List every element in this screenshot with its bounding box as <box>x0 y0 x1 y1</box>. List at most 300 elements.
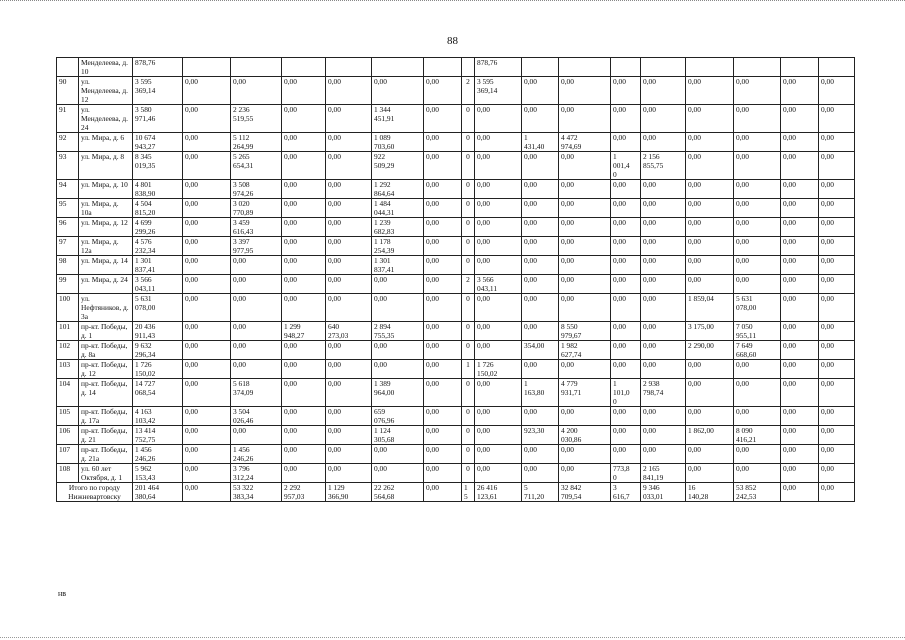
value-cell: 8 550 979,67 <box>559 322 611 341</box>
table-row <box>57 152 855 180</box>
value-cell: 0,00 <box>781 294 819 322</box>
value-cell: 2 156 855,75 <box>641 152 686 180</box>
value-cell: 0,00 <box>641 407 686 426</box>
value-cell: 0,00 <box>475 133 522 152</box>
value-cell: 0,00 <box>611 341 641 360</box>
value-cell: 0,00 <box>424 445 462 464</box>
value-cell: 878,76 <box>475 58 522 77</box>
value-cell: 0,00 <box>231 256 282 275</box>
value-cell: 0,00 <box>611 407 641 426</box>
value-cell <box>781 58 819 77</box>
value-cell: 0,00 <box>282 294 326 322</box>
value-cell: 0,00 <box>781 256 819 275</box>
row-number: 108 <box>57 464 79 483</box>
value-cell: 0 <box>462 294 475 322</box>
value-cell: 0,00 <box>611 445 641 464</box>
value-cell: 0,00 <box>282 152 326 180</box>
value-cell: 0,00 <box>686 379 734 407</box>
value-cell: 0,00 <box>326 152 372 180</box>
value-cell: 0,00 <box>559 445 611 464</box>
value-cell: 0,00 <box>475 322 522 341</box>
value-cell: 4 801 838,90 <box>133 180 183 199</box>
value-cell: 0,00 <box>424 152 462 180</box>
value-cell: 1 089 703,60 <box>372 133 424 152</box>
value-cell: 0,00 <box>734 275 781 294</box>
value-cell: 1 456 246,26 <box>133 445 183 464</box>
value-cell: 0,00 <box>475 180 522 199</box>
value-cell: 0,00 <box>559 464 611 483</box>
total-cell: 0,00 <box>183 483 231 502</box>
table-row <box>57 237 855 256</box>
value-cell: 0,00 <box>781 180 819 199</box>
value-cell: 0,00 <box>282 426 326 445</box>
value-cell: 0,00 <box>734 464 781 483</box>
value-cell: 1 859,04 <box>686 294 734 322</box>
value-cell: 0,00 <box>819 256 855 275</box>
table-row <box>57 275 855 294</box>
value-cell: 0,00 <box>734 256 781 275</box>
value-cell: 0,00 <box>231 275 282 294</box>
value-cell: 0,00 <box>424 294 462 322</box>
value-cell: 2 894 755,35 <box>372 322 424 341</box>
value-cell: 1 301 837,41 <box>133 256 183 275</box>
value-cell: 0,00 <box>183 464 231 483</box>
value-cell: 0,00 <box>475 464 522 483</box>
value-cell: 0,00 <box>326 275 372 294</box>
value-cell: 0,00 <box>282 105 326 133</box>
value-cell: 0,00 <box>424 77 462 105</box>
value-cell: 0,00 <box>686 360 734 379</box>
value-cell: 0,00 <box>282 218 326 237</box>
total-row <box>57 483 855 502</box>
value-cell: 0,00 <box>819 426 855 445</box>
value-cell: 2 165 841,19 <box>641 464 686 483</box>
row-number: 101 <box>57 322 79 341</box>
value-cell: 0,00 <box>475 426 522 445</box>
value-cell: 1 456 246,26 <box>231 445 282 464</box>
value-cell: 0,00 <box>559 407 611 426</box>
value-cell: 0,00 <box>424 379 462 407</box>
value-cell: 0,00 <box>611 133 641 152</box>
value-cell: 0,00 <box>734 407 781 426</box>
value-cell: 0,00 <box>781 199 819 218</box>
address-cell: ул. Менделеева, д. 12 <box>79 77 133 105</box>
value-cell: 0,00 <box>522 360 559 379</box>
value-cell: 0,00 <box>734 180 781 199</box>
value-cell: 3 508 974,26 <box>231 180 282 199</box>
row-number <box>57 58 79 77</box>
value-cell: 0,00 <box>641 275 686 294</box>
value-cell: 0,00 <box>475 256 522 275</box>
row-number: 105 <box>57 407 79 426</box>
footer-mark: нв <box>58 589 67 598</box>
row-number: 91 <box>57 105 79 133</box>
value-cell: 5 631 078,00 <box>734 294 781 322</box>
value-cell: 0,00 <box>326 256 372 275</box>
value-cell: 9 632 296,34 <box>133 341 183 360</box>
data-table <box>56 57 855 502</box>
value-cell: 0,00 <box>819 199 855 218</box>
scan-edge-top <box>0 0 905 4</box>
value-cell: 0,00 <box>326 199 372 218</box>
value-cell: 0,00 <box>424 407 462 426</box>
value-cell: 0,00 <box>183 407 231 426</box>
row-number: 107 <box>57 445 79 464</box>
value-cell: 0,00 <box>686 105 734 133</box>
total-cell: 0,00 <box>424 483 462 502</box>
total-cell: 201 464 380,64 <box>133 483 183 502</box>
value-cell: 4 779 931,71 <box>559 379 611 407</box>
value-cell: 0,00 <box>686 152 734 180</box>
value-cell: 7 649 668,60 <box>734 341 781 360</box>
value-cell: 4 576 232,34 <box>133 237 183 256</box>
table-row <box>57 407 855 426</box>
value-cell: 3 566 043,11 <box>475 275 522 294</box>
value-cell: 3 595 369,14 <box>475 77 522 105</box>
value-cell: 0,00 <box>611 199 641 218</box>
value-cell: 1 484 044,31 <box>372 199 424 218</box>
table-row <box>57 464 855 483</box>
row-number: 99 <box>57 275 79 294</box>
value-cell: 0,00 <box>231 360 282 379</box>
value-cell <box>183 58 231 77</box>
value-cell: 0 <box>462 426 475 445</box>
value-cell: 1 726 150,02 <box>133 360 183 379</box>
value-cell: 0,00 <box>424 426 462 445</box>
value-cell: 0,00 <box>282 199 326 218</box>
value-cell: 0,00 <box>641 360 686 379</box>
value-cell: 3 459 616,43 <box>231 218 282 237</box>
value-cell: 0,00 <box>781 237 819 256</box>
value-cell: 0 <box>462 152 475 180</box>
value-cell: 0,00 <box>522 77 559 105</box>
value-cell: 0,00 <box>475 379 522 407</box>
value-cell: 0,00 <box>559 199 611 218</box>
total-cell: 22 262 564,68 <box>372 483 424 502</box>
value-cell: 0,00 <box>641 105 686 133</box>
row-number: 93 <box>57 152 79 180</box>
value-cell: 0,00 <box>282 275 326 294</box>
value-cell: 0,00 <box>183 426 231 445</box>
value-cell: 1 982 627,74 <box>559 341 611 360</box>
value-cell: 640 273,03 <box>326 322 372 341</box>
address-cell: ул. Мира, д. 10 <box>79 180 133 199</box>
row-number: 97 <box>57 237 79 256</box>
table-row <box>57 77 855 105</box>
row-number: 106 <box>57 426 79 445</box>
page-number: 88 <box>447 35 458 47</box>
value-cell <box>372 58 424 77</box>
value-cell: 0,00 <box>522 464 559 483</box>
address-cell: пр-кт. Победы, д. 21а <box>79 445 133 464</box>
value-cell <box>641 58 686 77</box>
value-cell: 0,00 <box>522 237 559 256</box>
value-cell: 0,00 <box>326 237 372 256</box>
value-cell: 0,00 <box>326 464 372 483</box>
value-cell: 0,00 <box>475 445 522 464</box>
value-cell: 0,00 <box>183 237 231 256</box>
value-cell: 1 001,4 0 <box>611 152 641 180</box>
value-cell: 0,00 <box>183 275 231 294</box>
value-cell: 0,00 <box>183 294 231 322</box>
value-cell: 0,00 <box>611 237 641 256</box>
value-cell <box>734 58 781 77</box>
value-cell: 0,00 <box>734 77 781 105</box>
value-cell: 0,00 <box>183 105 231 133</box>
value-cell: 1 862,00 <box>686 426 734 445</box>
address-cell: пр-кт. Победы, д. 17а <box>79 407 133 426</box>
value-cell: 0,00 <box>183 152 231 180</box>
value-cell: 20 436 911,43 <box>133 322 183 341</box>
value-cell: 4 699 299,26 <box>133 218 183 237</box>
value-cell: 0,00 <box>522 275 559 294</box>
total-cell: 5 711,20 <box>522 483 559 502</box>
total-cell: 53 852 242,53 <box>734 483 781 502</box>
value-cell: 0 <box>462 256 475 275</box>
total-cell: 0,00 <box>819 483 855 502</box>
value-cell: 5 265 654,31 <box>231 152 282 180</box>
value-cell: 0,00 <box>183 379 231 407</box>
address-cell: ул. 60 лет Октября, д. 1 <box>79 464 133 483</box>
value-cell: 0,00 <box>686 464 734 483</box>
value-cell: 0,00 <box>781 152 819 180</box>
value-cell: 0,00 <box>686 77 734 105</box>
value-cell: 5 618 374,09 <box>231 379 282 407</box>
value-cell: 0,00 <box>282 407 326 426</box>
value-cell: 0,00 <box>522 294 559 322</box>
value-cell: 0,00 <box>424 464 462 483</box>
value-cell: 0,00 <box>781 133 819 152</box>
value-cell: 2 <box>462 275 475 294</box>
value-cell: 0,00 <box>282 256 326 275</box>
value-cell: 0 <box>462 133 475 152</box>
total-cell: 26 416 123,61 <box>475 483 522 502</box>
value-cell: 0,00 <box>686 445 734 464</box>
value-cell: 0,00 <box>781 322 819 341</box>
value-cell: 5 962 153,43 <box>133 464 183 483</box>
value-cell: 1 <box>462 360 475 379</box>
value-cell: 0,00 <box>424 199 462 218</box>
table-row <box>57 445 855 464</box>
value-cell: 0,00 <box>819 379 855 407</box>
total-cell: 1 5 <box>462 483 475 502</box>
value-cell: 773,8 0 <box>611 464 641 483</box>
value-cell: 0,00 <box>475 294 522 322</box>
value-cell: 0,00 <box>475 237 522 256</box>
total-cell: 16 140,28 <box>686 483 734 502</box>
value-cell: 7 050 955,11 <box>734 322 781 341</box>
row-number: 100 <box>57 294 79 322</box>
value-cell: 0,00 <box>372 294 424 322</box>
value-cell: 3 796 312,24 <box>231 464 282 483</box>
value-cell: 0,00 <box>522 180 559 199</box>
value-cell: 14 727 068,54 <box>133 379 183 407</box>
value-cell: 0,00 <box>475 152 522 180</box>
value-cell: 0,00 <box>611 322 641 341</box>
total-label: Итого по городу Нижневартовску <box>57 483 133 502</box>
value-cell: 0,00 <box>522 199 559 218</box>
address-cell: пр-кт. Победы, д. 21 <box>79 426 133 445</box>
value-cell: 0,00 <box>326 379 372 407</box>
value-cell: 0,00 <box>641 341 686 360</box>
value-cell: 0 <box>462 407 475 426</box>
value-cell: 0,00 <box>641 133 686 152</box>
value-cell: 0,00 <box>819 294 855 322</box>
table-row <box>57 379 855 407</box>
value-cell: 0,00 <box>781 105 819 133</box>
table-row <box>57 322 855 341</box>
value-cell: 0 <box>462 180 475 199</box>
value-cell: 0,00 <box>326 77 372 105</box>
address-cell: ул. Мира, д. 14 <box>79 256 133 275</box>
row-number: 94 <box>57 180 79 199</box>
value-cell: 8 345 019,35 <box>133 152 183 180</box>
address-cell: ул. Мира, д. 12 <box>79 218 133 237</box>
table-row <box>57 294 855 322</box>
value-cell: 0,00 <box>282 180 326 199</box>
value-cell: 0,00 <box>475 199 522 218</box>
value-cell: 0 <box>462 341 475 360</box>
value-cell: 0,00 <box>372 464 424 483</box>
address-cell: пр-кт. Победы, д. 8а <box>79 341 133 360</box>
value-cell: 0,00 <box>475 218 522 237</box>
value-cell: 1 726 150,02 <box>475 360 522 379</box>
value-cell: 0,00 <box>522 322 559 341</box>
value-cell: 0,00 <box>686 237 734 256</box>
row-number: 95 <box>57 199 79 218</box>
value-cell: 0,00 <box>424 133 462 152</box>
value-cell: 0,00 <box>282 237 326 256</box>
value-cell: 0,00 <box>326 294 372 322</box>
value-cell: 0,00 <box>781 379 819 407</box>
value-cell: 0,00 <box>559 360 611 379</box>
value-cell: 3 595 369,14 <box>133 77 183 105</box>
value-cell: 10 674 943,27 <box>133 133 183 152</box>
value-cell: 1 101,0 0 <box>611 379 641 407</box>
value-cell: 0,00 <box>326 426 372 445</box>
value-cell: 4 472 974,69 <box>559 133 611 152</box>
value-cell: 0,00 <box>282 341 326 360</box>
table-row <box>57 360 855 379</box>
value-cell: 0,00 <box>475 341 522 360</box>
value-cell: 0 <box>462 199 475 218</box>
value-cell: 2 290,00 <box>686 341 734 360</box>
row-number: 96 <box>57 218 79 237</box>
value-cell: 0,00 <box>641 218 686 237</box>
value-cell: 0,00 <box>819 360 855 379</box>
value-cell: 0,00 <box>522 152 559 180</box>
value-cell: 0,00 <box>559 294 611 322</box>
table-row <box>57 58 855 77</box>
value-cell: 0,00 <box>819 133 855 152</box>
value-cell: 0,00 <box>611 180 641 199</box>
table-row <box>57 105 855 133</box>
value-cell: 0,00 <box>641 237 686 256</box>
value-cell: 0,00 <box>611 275 641 294</box>
value-cell: 0,00 <box>641 445 686 464</box>
value-cell: 2 <box>462 77 475 105</box>
value-cell: 0,00 <box>611 256 641 275</box>
value-cell <box>522 58 559 77</box>
total-cell: 1 129 366,90 <box>326 483 372 502</box>
value-cell: 0,00 <box>611 218 641 237</box>
value-cell: 0,00 <box>819 152 855 180</box>
value-cell: 0,00 <box>183 77 231 105</box>
value-cell: 3 504 026,46 <box>231 407 282 426</box>
value-cell: 0,00 <box>424 322 462 341</box>
total-cell: 0,00 <box>781 483 819 502</box>
value-cell: 0,00 <box>734 218 781 237</box>
total-cell: 2 292 957,03 <box>282 483 326 502</box>
table-row <box>57 199 855 218</box>
row-number: 102 <box>57 341 79 360</box>
value-cell: 0,00 <box>686 218 734 237</box>
value-cell: 0,00 <box>282 445 326 464</box>
value-cell: 0,00 <box>475 105 522 133</box>
scan-edge-bottom <box>0 634 905 638</box>
value-cell: 0,00 <box>183 360 231 379</box>
value-cell: 0,00 <box>372 77 424 105</box>
value-cell: 0,00 <box>819 105 855 133</box>
value-cell: 0 <box>462 237 475 256</box>
value-cell: 0,00 <box>611 105 641 133</box>
value-cell: 1 124 305,68 <box>372 426 424 445</box>
value-cell: 0,00 <box>559 152 611 180</box>
value-cell: 1 299 948,27 <box>282 322 326 341</box>
value-cell: 0,00 <box>326 133 372 152</box>
value-cell: 878,76 <box>133 58 183 77</box>
value-cell: 0,00 <box>282 379 326 407</box>
value-cell: 0,00 <box>522 218 559 237</box>
value-cell: 0,00 <box>231 322 282 341</box>
address-cell: Менделеева, д. 10 <box>79 58 133 77</box>
table-row <box>57 218 855 237</box>
value-cell <box>686 58 734 77</box>
value-cell: 0,00 <box>372 360 424 379</box>
value-cell: 2 938 798,74 <box>641 379 686 407</box>
value-cell: 0,00 <box>522 256 559 275</box>
value-cell: 5 631 078,00 <box>133 294 183 322</box>
value-cell: 0,00 <box>326 180 372 199</box>
value-cell: 0,00 <box>231 426 282 445</box>
value-cell: 0,00 <box>372 275 424 294</box>
value-cell: 1 163,80 <box>522 379 559 407</box>
value-cell: 0,00 <box>424 105 462 133</box>
value-cell: 0,00 <box>686 256 734 275</box>
value-cell: 0 <box>462 464 475 483</box>
value-cell: 1 344 451,91 <box>372 105 424 133</box>
value-cell: 0,00 <box>183 133 231 152</box>
total-cell: 53 322 383,34 <box>231 483 282 502</box>
value-cell: 1 292 864,64 <box>372 180 424 199</box>
value-cell: 0,00 <box>686 199 734 218</box>
value-cell: 0,00 <box>641 426 686 445</box>
value-cell: 0,00 <box>686 180 734 199</box>
value-cell: 0 <box>462 379 475 407</box>
value-cell: 0,00 <box>819 407 855 426</box>
value-cell: 0,00 <box>781 445 819 464</box>
address-cell: пр-кт. Победы, д. 14 <box>79 379 133 407</box>
value-cell: 4 504 815,20 <box>133 199 183 218</box>
value-cell: 0,00 <box>183 180 231 199</box>
value-cell: 1 239 682,83 <box>372 218 424 237</box>
value-cell: 0,00 <box>326 218 372 237</box>
value-cell: 13 414 752,75 <box>133 426 183 445</box>
value-cell: 0,00 <box>734 133 781 152</box>
value-cell: 0,00 <box>734 152 781 180</box>
row-number: 92 <box>57 133 79 152</box>
value-cell: 0,00 <box>734 445 781 464</box>
